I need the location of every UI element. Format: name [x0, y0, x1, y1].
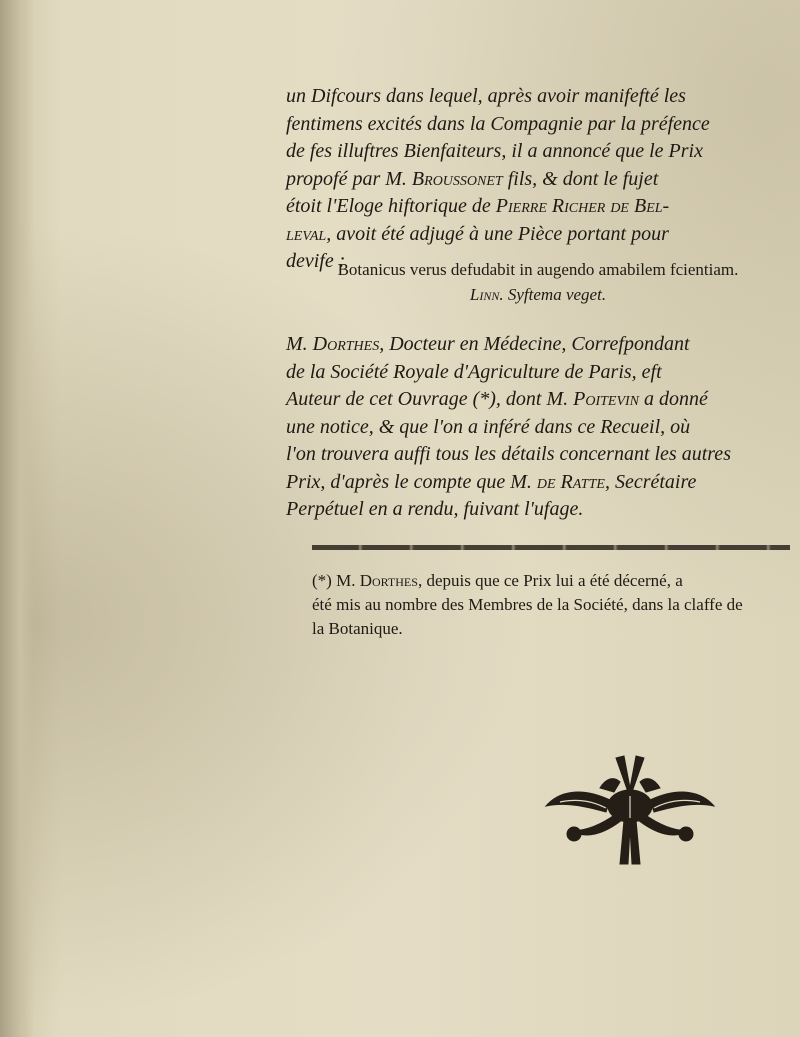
p2-line-3-b: a donné — [644, 388, 708, 410]
p1-line-1: un Difcours dans lequel, après avoir manifefté les — [286, 85, 686, 107]
footnote-line-2: été mis au nombre des Membres de la Société, dans la claffe de — [312, 595, 743, 614]
name-dorthes: M. Dorthes — [286, 333, 380, 355]
p1-line-4-b: fils, & dont le fujet — [507, 167, 659, 190]
footnote-line-1-b: , depuis que ce Prix lui a été décerné, a — [417, 571, 683, 590]
p2-line-1-rest: , Docteur en Médecine, Correfpondant — [379, 333, 690, 355]
motto-text: Botanicus verus defudabit in augendo amabilem fcientiam. — [337, 260, 739, 279]
p1-line-6 — [286, 221, 790, 249]
p2-line-6-b: , Secrétaire — [604, 470, 697, 493]
p1-line-3: de fes illuftres Bienfaiteurs, il a annoncé que le Prix — [286, 140, 703, 162]
name-de-ratte: de Ratte — [536, 470, 605, 493]
motto-source — [286, 284, 790, 306]
p1-line-6-b: avoit été adjugé à une Pièce portant pour — [336, 222, 669, 245]
footnote — [312, 569, 790, 641]
p2-line-7: Perpétuel en a rendu, fuivant l'ufage. — [286, 498, 584, 520]
motto-work: Syftema veget. — [507, 285, 607, 304]
p1-line-5-a: étoit l'Eloge hiftorique de — [286, 195, 491, 217]
p2-line-3-a: Auteur de cet Ouvrage (*), dont M. — [286, 388, 569, 410]
p1-line-2: fentimens excités dans la Compagnie par la préfence — [286, 112, 710, 135]
ornamental-rule — [312, 545, 790, 550]
p2-line-5: l'on trouvera auffi tous les détails concernant les autres — [286, 443, 731, 465]
p2-line-4: une notice, & que l'on a inféré dans ce Recueil, où — [286, 415, 691, 438]
paragraph-1 — [286, 83, 790, 276]
p2-line-1 — [286, 331, 790, 359]
name-broussonet: Broussonet — [411, 167, 503, 190]
footnote-name-dorthes: Dorthes — [359, 571, 418, 590]
ornamental-bird-emblem-icon — [540, 748, 720, 868]
footnote-line-3: la Botanique. — [312, 619, 403, 638]
motto-author: Linn. — [469, 285, 504, 304]
name-poitevin: Poitevin — [573, 388, 640, 410]
p2-line-6 — [286, 469, 790, 497]
p1-line-4-a: propofé par M. — [286, 167, 407, 190]
paragraph-2 — [286, 331, 790, 524]
p2-line-2: de la Société Royale d'Agriculture de Paris, eft — [286, 360, 662, 383]
p2-line-6-a: Prix, d'après le compte que M. — [286, 470, 532, 493]
p2-line-3 — [286, 386, 790, 414]
name-richer: Pierre Richer de Bel- — [495, 195, 670, 217]
p1-line-4 — [286, 166, 790, 194]
footnote-line-1-a: (*) M. — [312, 571, 356, 590]
p1-line-5 — [286, 193, 790, 221]
footnote-line-1 — [312, 569, 790, 593]
p1-line-7: devife : — [286, 250, 346, 272]
book-gutter — [0, 0, 34, 1037]
name-richer-cont: leval, — [286, 222, 332, 245]
